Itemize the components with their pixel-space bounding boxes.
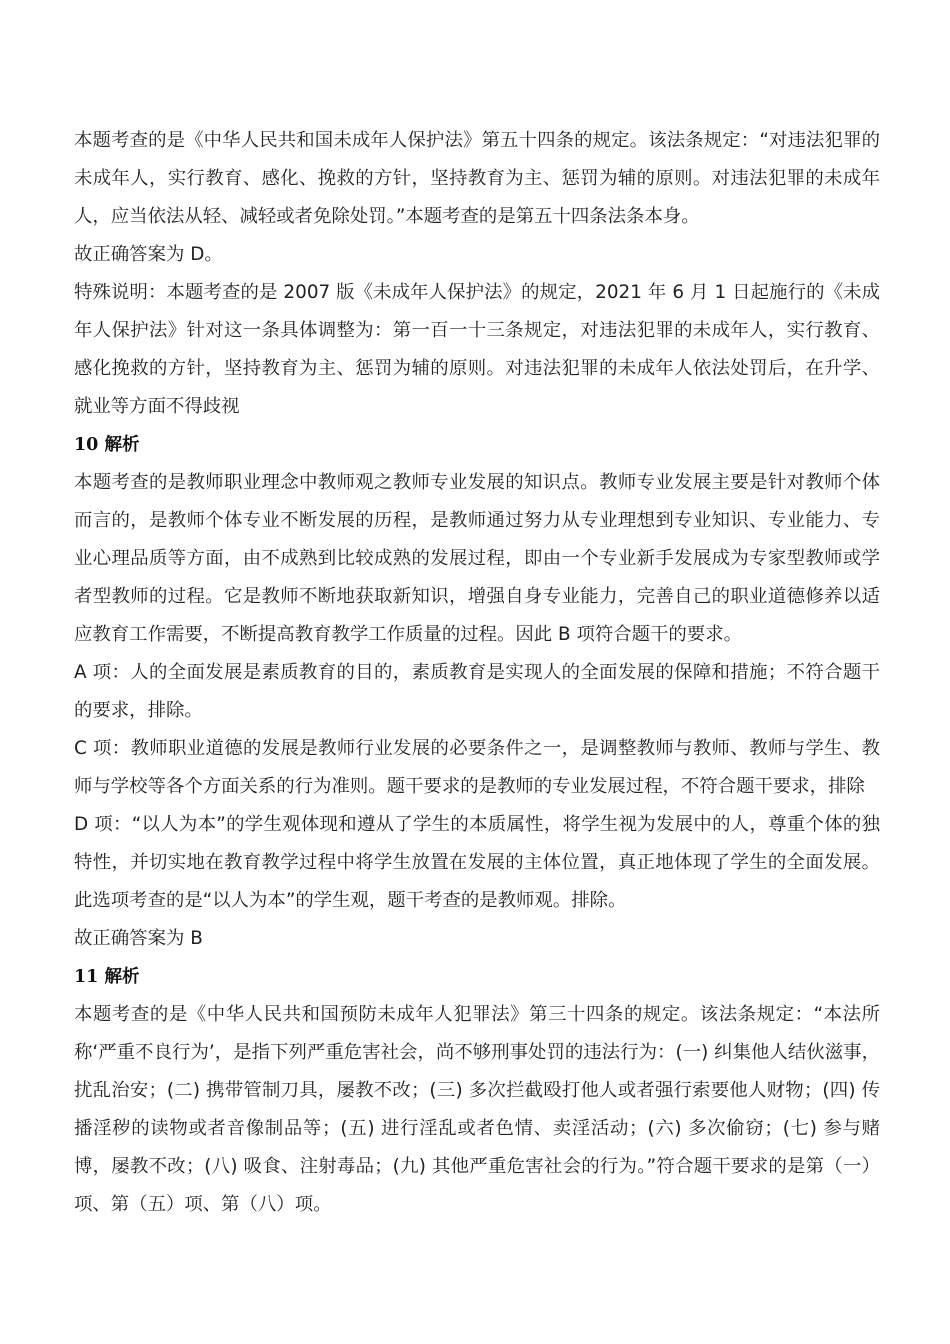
section-heading: 11 解析 xyxy=(74,967,140,987)
paragraph: 故正确答案为 D。 xyxy=(74,244,223,265)
paragraph: D 项：“以人为本”的学生观体现和遵从了学生的本质属性，将学生视为发展中的人，尊重个体的独特性，并切实地在教育教学过程中将学生放置在发展的主体位置，真正地体现了学生的全面发展。此选项考查的是“以人为本”的学生观，题干考查的是教师观。排除。 xyxy=(74,814,880,911)
paragraph: 特殊说明：本题考查的是 2007 版《未成年人保护法》的规定，2021 年 6 月 1 日起施行的《未成年人保护法》针对这一条具体调整为：第一百一十三条规定，对违法犯罪的未成年人，实行教育、感化挽救的方针，坚持教育为主、惩罚为辅的原则。对违法犯罪的未成年人依法处罚后，在升学、就业等方面不得歧视 xyxy=(74,282,880,417)
paragraph: 本题考查的是教师职业理念中教师观之教师专业发展的知识点。教师专业发展主要是针对教师个体而言的，是教师个体专业不断发展的历程，是教师通过努力从专业理想到专业知识、专业能力、专业心理品质等方面，由不成熟到比较成熟的发展过程，即由一个专业新手发展成为专家型教师或学者型教师的过程。它是教师不断地获取新知识，增强自身专业能力，完善自己的职业道德修养以适应教育工作需要，不断提高教育教学工作质量的过程。因此 B 项符合题干的要求。 xyxy=(74,472,880,645)
paragraph: 本题考查的是《中华人民共和国未成年人保护法》第五十四条的规定。该法条规定：“对违法犯罪的未成年人，实行教育、感化、挽救的方针，坚持教育为主、惩罚为辅的原则。对违法犯罪的未成年人，应当依法从轻、减轻或者免除处罚。”本题考查的是第五十四条法条本身。 xyxy=(74,130,880,227)
section-heading: 10 解析 xyxy=(74,435,140,455)
paragraph: A 项：人的全面发展是素质教育的目的，素质教育是实现人的全面发展的保障和措施；不符合题干的要求，排除。 xyxy=(74,662,880,721)
paragraph: C 项：教师职业道德的发展是教师行业发展的必要条件之一，是调整教师与教师、教师与学生、教师与学校等各个方面关系的行为准则。题干要求的是教师的专业发展过程，不符合题干要求，排除 xyxy=(74,738,880,797)
paragraph: 故正确答案为 B xyxy=(74,928,203,949)
paragraph: 本题考查的是《中华人民共和国预防未成年人犯罪法》第三十四条的规定。该法条规定：“本法所称‘严重不良行为’，是指下列严重危害社会，尚不够刑事处罚的违法行为：(一) 纠集他人结伙滋事，扰乱治安；(二) 携带管制刀具，屡教不改；(三) 多次拦截殴打他人或者强行索要他人财物；(四) 传播淫秽的读物或者音像制品等；(五) 进行淫乱或者色情、卖淫活动；(六) 多次偷窃；(七) 参与赌博，屡教不改；(八) 吸食、注射毒品；(九) 其他严重危害社会的行为。”符合题干要求的是第（一）项、第（五）项、第（八）项。 xyxy=(74,1004,880,1215)
document-page xyxy=(74,122,880,1224)
